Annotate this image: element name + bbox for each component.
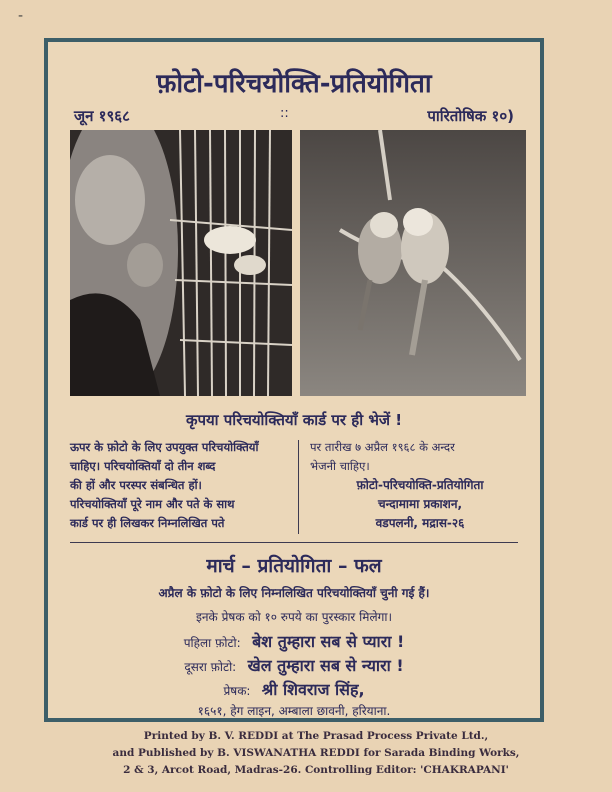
sender-line xyxy=(48,678,540,700)
photo-man-with-birdcage xyxy=(70,130,292,396)
address-line: चन्दामामा प्रकाशन, xyxy=(377,497,463,511)
photo-two-budgerigars xyxy=(300,130,526,396)
result-intro: अप्रैल के फ़ोटो के लिए निम्नलिखित परिचयोक्तियाँ चुनी गई हैं। xyxy=(158,586,430,600)
winning-caption-1 xyxy=(48,630,540,652)
address-line: फ़ोटो-परिचयोक्ति-प्रतियोगिता xyxy=(356,478,484,492)
printer-imprint xyxy=(70,728,562,779)
photo1-label: पहिला फ़ोटो: xyxy=(183,636,241,650)
instruction-line: परिचयोक्तियाँ पूरे नाम और पते के साथ xyxy=(70,497,235,511)
imprint-line: 2 & 3, Arcot Road, Madras-26. Controlling Editor: 'CHAKRAPANI' xyxy=(123,764,509,776)
sender-label: प्रेषक: xyxy=(223,684,251,698)
result-title: मार्च – प्रतियोगिता – फल xyxy=(206,555,382,577)
instruction-line: कार्ड पर ही लिखकर निम्नलिखित पते xyxy=(70,516,225,530)
instructions-right xyxy=(310,438,530,533)
imprint-line: Printed by B. V. REDDI at The Prasad Process Private Ltd., xyxy=(143,730,489,742)
section-divider xyxy=(70,542,518,543)
instruction-line: चाहिए। परिचयोक्तियाँ दो तीन शब्द xyxy=(70,459,216,473)
winning-caption-2 xyxy=(48,654,540,676)
prize-amount: पारितोषिक १०) xyxy=(427,107,514,125)
instruction-line: ऊपर के फ़ोटो के लिए उपयुक्त परिचयोक्तियाँ xyxy=(70,440,259,454)
instruction-line: पर तारीख ७ अप्रैल १९६८ के अन्दर xyxy=(310,440,455,454)
sender-address: १६५१, हेग लाइन, अम्बाला छावनी, हरियाना. xyxy=(197,704,391,718)
photo1-caption: बेश तुम्हारा सब से प्यारा ! xyxy=(252,632,405,651)
photo2-label: दूसरा फ़ोटो: xyxy=(184,660,237,674)
page-mark: - xyxy=(18,8,24,24)
column-divider xyxy=(298,440,299,534)
page-title: फ़ोटो-परिचयोक्ति-प्रतियोगिता xyxy=(156,69,432,99)
sender-name: श्री शिवराज सिंह, xyxy=(261,680,365,699)
address-line: वडपलनी, मद्रास-२६ xyxy=(375,516,465,530)
header-separator: :: xyxy=(280,106,289,121)
photo-two-budgerigars-graphic xyxy=(300,130,526,396)
result-prize-note: इनके प्रेषक को १० रुपये का पुरस्कार मिलेगा। xyxy=(196,610,392,624)
photo-man-with-birdcage-graphic xyxy=(70,130,292,396)
imprint-line: and Published by B. VISWANATHA REDDI for Sarada Binding Works, xyxy=(112,747,520,759)
instruction-line: भेजनी चाहिए। xyxy=(310,459,370,473)
instructions-left xyxy=(70,438,292,533)
issue-date: जून १९६८ xyxy=(74,107,130,125)
request-line: कृपया परिचयोक्तियाँ कार्ड पर ही भेजें ! xyxy=(185,411,403,429)
instruction-line: की हों और परस्पर संबन्धित हों। xyxy=(70,478,202,492)
photo2-caption: खेल तुम्हारा सब से न्यारा ! xyxy=(247,656,404,675)
contest-frame xyxy=(44,38,544,722)
